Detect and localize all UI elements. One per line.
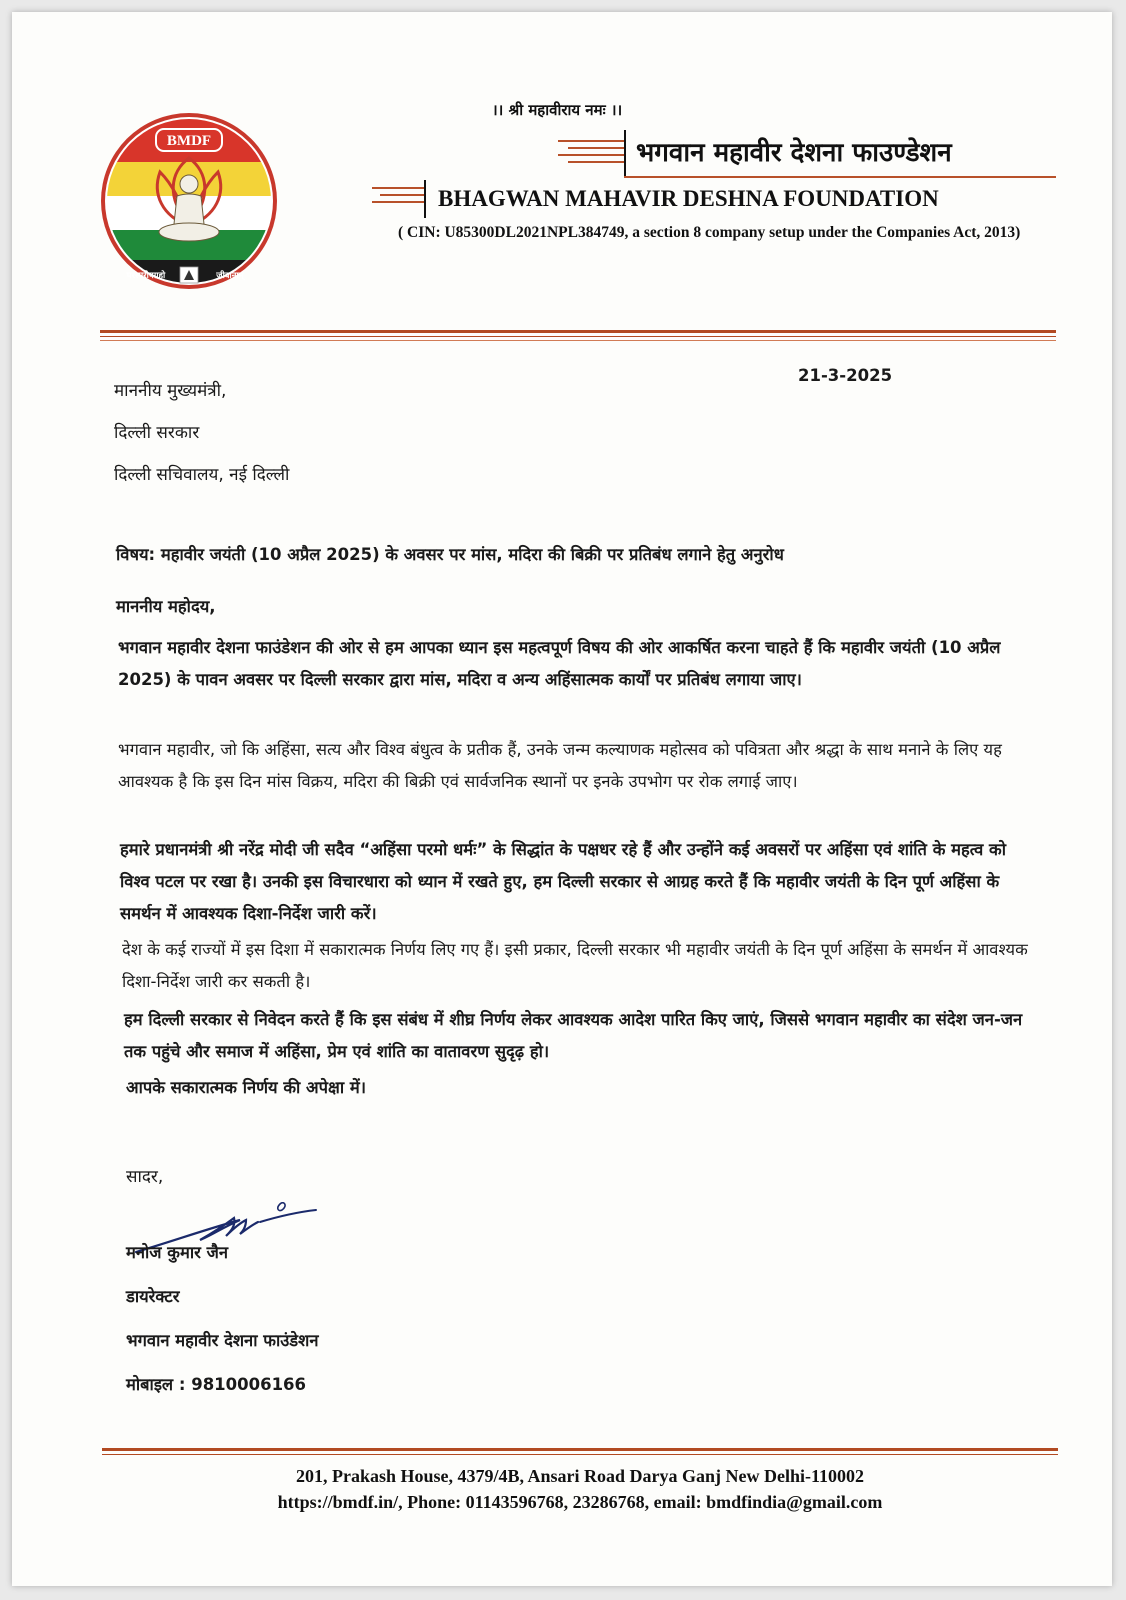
signatory-designation: डायरेक्टर xyxy=(126,1287,180,1306)
footer-rule xyxy=(102,1448,1058,1451)
address-line: माननीय मुख्यमंत्री, xyxy=(114,381,227,401)
org-name-english: BHAGWAN MAHAVIR DESHNA FOUNDATION xyxy=(424,180,1056,218)
header-decor-lines-left xyxy=(372,182,424,210)
letter-page xyxy=(12,12,1112,1586)
header-rule-thin xyxy=(100,340,1056,341)
footer-rule-thin xyxy=(102,1454,1058,1455)
header-rule-thin xyxy=(100,336,1056,337)
body-paragraph: हम दिल्ली सरकार से निवेदन करते हैं कि इस संबंध में शीघ्र निर्णय लेकर आवश्यक आदेश पारित किए जाएं, जिससे भगवान महावीर का संदेश जन-जन तक पहुंचे और समाज में अहिंसा, प्रेम एवं शांति का वातावरण सुदृढ़ हो। xyxy=(124,1010,1023,1061)
header-rule xyxy=(100,330,1056,333)
address-line: दिल्ली सरकार xyxy=(114,423,200,443)
letter-date: 21-3-2025 xyxy=(798,366,893,385)
header-decor-lines xyxy=(558,134,624,166)
footer-contact: https://bmdf.in/, Phone: 01143596768, 23286768, email: bmdfindia@gmail.com xyxy=(277,1492,883,1512)
logo-motto-right: जीवानाम् xyxy=(216,271,244,281)
logo-abbreviation: BMDF xyxy=(166,133,212,149)
signatory-organization: भगवान महावीर देशना फाउंडेशन xyxy=(126,1331,319,1350)
letter-subject: विषय: महावीर जयंती (10 अप्रैल 2025) के अवसर पर मांस, मदिरा की बिक्री पर प्रतिबंध लगाने हेतु अनुरोध xyxy=(116,545,784,564)
signatory-mobile: मोबाइल : 9810006166 xyxy=(126,1375,307,1394)
body-paragraph: आपके सकारात्मक निर्णय की अपेक्षा में। xyxy=(126,1078,367,1097)
signatory-name: मनोज कुमार जैन xyxy=(126,1243,228,1262)
body-paragraph: हमारे प्रधानमंत्री श्री नरेंद्र मोदी जी सदैव “अहिंसा परमो धर्मः” के सिद्धांत के पक्षधर रहे हैं और उन्होंने कई अवसरों पर अहिंसा एवं शांति के महत्व को विश्व पटल पर रखा है। उनकी इस विचारधारा को ध्यान में रखते हुए, हम दिल्ली सरकार से आग्रह करते हैं कि महावीर जयंती के दिन पूर्ण अहिंसा के समर्थन में आवश्यक दिशा-निर्देश जारी करें। xyxy=(120,840,1006,923)
logo-motto-left: परस्परोपग्रहो xyxy=(126,271,166,281)
address-line: दिल्ली सचिवालय, नई दिल्ली xyxy=(114,465,290,485)
bmdf-logo xyxy=(100,112,278,290)
body-paragraph: भगवान महावीर, जो कि अहिंसा, सत्य और विश्व बंधुत्व के प्रतीक हैं, उनके जन्म कल्याणक महोत्सव को पवित्रता और श्रद्धा के साथ मनाने के लिए यह आवश्यक है कि इस दिन मांस विक्रय, मदिरा की बिक्री एवं सार्वजनिक स्थानों पर इनके उपभोग पर रोक लगाई जाए। xyxy=(118,740,1002,791)
salutation: माननीय महोदय, xyxy=(116,597,216,616)
body-paragraph: देश के कई राज्यों में इस दिशा में सकारात्मक निर्णय लिए गए हैं। इसी प्रकार, दिल्ली सरकार भी महावीर जयंती के दिन पूर्ण अहिंसा के समर्थन में आवश्यक दिशा-निर्देश जारी कर सकती है। xyxy=(122,940,1028,991)
header-mantra: ।। श्री महावीराय नमः ।। xyxy=(492,101,623,119)
footer-address: 201, Prakash House, 4379/4B, Ansari Road Darya Ganj New Delhi-110002 xyxy=(295,1466,865,1486)
header-divider xyxy=(624,176,1056,178)
cin-line: ( CIN: U85300DL2021NPL384749, a section 8 company setup under the Companies Act, 2013) xyxy=(398,224,1021,241)
org-name-hindi: भगवान महावीर देशना फाउण्डेशन xyxy=(624,130,1056,176)
closing: सादर, xyxy=(126,1167,164,1187)
body-paragraph: भगवान महावीर देशना फाउंडेशन की ओर से हम आपका ध्यान इस महत्वपूर्ण विषय की ओर आकर्षित करना चाहते हैं कि महावीर जयंती (10 अप्रैल 2025) के पावन अवसर पर दिल्ली सरकार द्वारा मांस, मदिरा व अन्य अहिंसात्मक कार्यों पर प्रतिबंध लगाया जाए। xyxy=(118,638,1001,689)
